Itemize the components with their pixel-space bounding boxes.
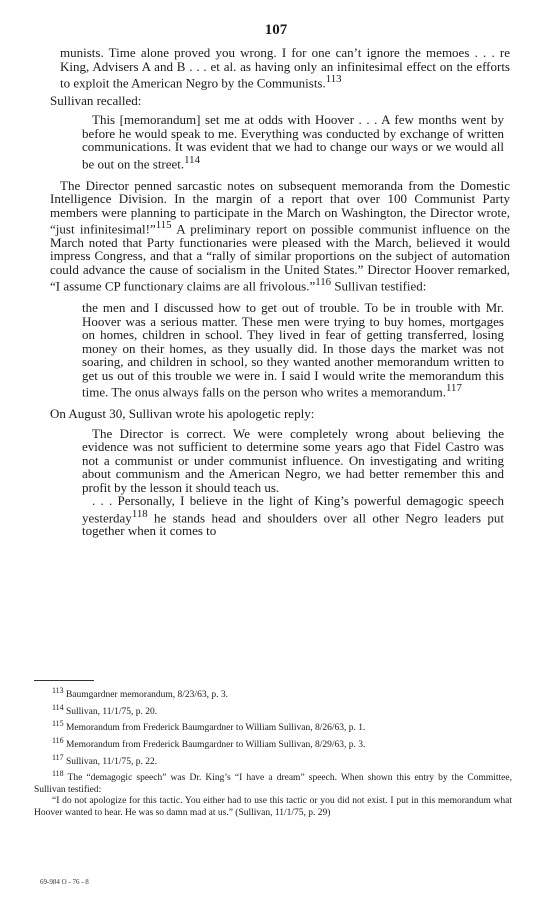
block-quote: the men and I discussed how to get out of trouble. To be in trouble with Mr. Hoover was a serious matter. These men were trying to buy homes, mortgages on homes, children in school. They lived in fear of getting transferred, losing money on their homes, as they usually did. In those days the market was not soaring, and children in school, so they wanted another memorandum written to get us out of this trouble we were in. I said I would write the memorandum this time. The onus always falls on the person who writes a memorandum.$^{117}$	[82, 300, 504, 400]
footnote-ref: 115	[155, 219, 172, 232]
footnote: $^{116}$ Memorandum from Frederick Baumgardner to William Sullivan, 8/29/63, p. 3.	[52, 735, 366, 751]
print-imprint: 69-984 O - 76 - 8	[40, 878, 89, 886]
footnote-ref: 114	[184, 153, 201, 166]
intro-line: On August 30, Sullivan wrote his apologetic reply:	[50, 406, 315, 422]
body-text	[50, 46, 510, 546]
footnote: $^{114}$ Sullivan, 11/1/75, p. 20.	[52, 702, 158, 717]
footnote: $^{115}$ Memorandum from Frederick Baumgardner to William Sullivan, 8/26/63, p. 1.	[52, 719, 366, 734]
footnote-ref: 116	[315, 276, 332, 289]
footnote-quote: “I do not apologize for this tactic. You either had to use this tactic or you did not exist. I put in this memorandum what Hoover wanted to hear. He was so damn mad at us.” (Sullivan, 11/1/75, p. 29)	[34, 796, 512, 818]
footnote-ref: 113	[325, 73, 342, 85]
footnote-ref: 118	[131, 507, 148, 520]
footnotes	[34, 680, 512, 819]
footnote-ref: 117	[446, 382, 462, 395]
block-quote: The Director is correct. We were completely wrong about believing the evidence was not sufficient to determine some years ago that Fidel Castro was not a communist or under communist influence. On investigating and writing about communism and the American Negro, we had better remember this and profit by the lesson it should teach us.	[82, 425, 504, 495]
footnote: $^{113}$ Baumgardner memorandum, 8/23/63, p. 3.	[52, 686, 228, 701]
block-quote: . . . Personally, I believe in the light of King’s powerful demagogic speech yesterday$^{118}$ he stands head and shoulders over all other Negro leaders put together when it comes to	[82, 493, 504, 539]
footnote-rule	[34, 680, 94, 681]
paragraph-continuation: munists. Time alone proved you wrong. I for one can’t ignore the memoes . . . re King, Advisers A and B . . . et al. as having only an infinitesimal effect on the efforts to exploit the American Negro by the Communists.$^{113}$	[60, 45, 510, 91]
block-quote: This [memorandum] set me at odds with Hoover . . . A few months went by before he would speak to me. Everything was conducted by exchange of written communications. It was evident that we had to change our ways or we would all be out on the street.$^{114}$	[82, 112, 504, 172]
footnote: $^{118}$ The “demagogic speech” was Dr. King’s “I have a dream” speech. When shown this entry by the Committee, Sullivan testified:	[34, 769, 512, 795]
intro-line: Sullivan recalled:	[50, 92, 142, 108]
footnote: $^{117}$ Sullivan, 11/1/75, p. 22.	[52, 752, 158, 767]
paragraph: The Director penned sarcastic notes on subsequent memoranda from the Domestic Intelligence Division. In the margin of a report that over 100 Communist Party members were planning to participate in the March on Washington, the Director wrote, “just infinitesimal!”$^{115}$ A preliminary report on possible communist influence on the March noted that Party functionaries were pleased with the March, believed it would impress Congress, and that a “rally of similar proportions on the subject of automation could advance the cause of socialism in the United States.” Director Hoover remarked, “I assume CP functionary claims are all frivolous.”$^{116}$ Sullivan testified:	[50, 177, 510, 294]
page-number: 107	[264, 22, 288, 38]
